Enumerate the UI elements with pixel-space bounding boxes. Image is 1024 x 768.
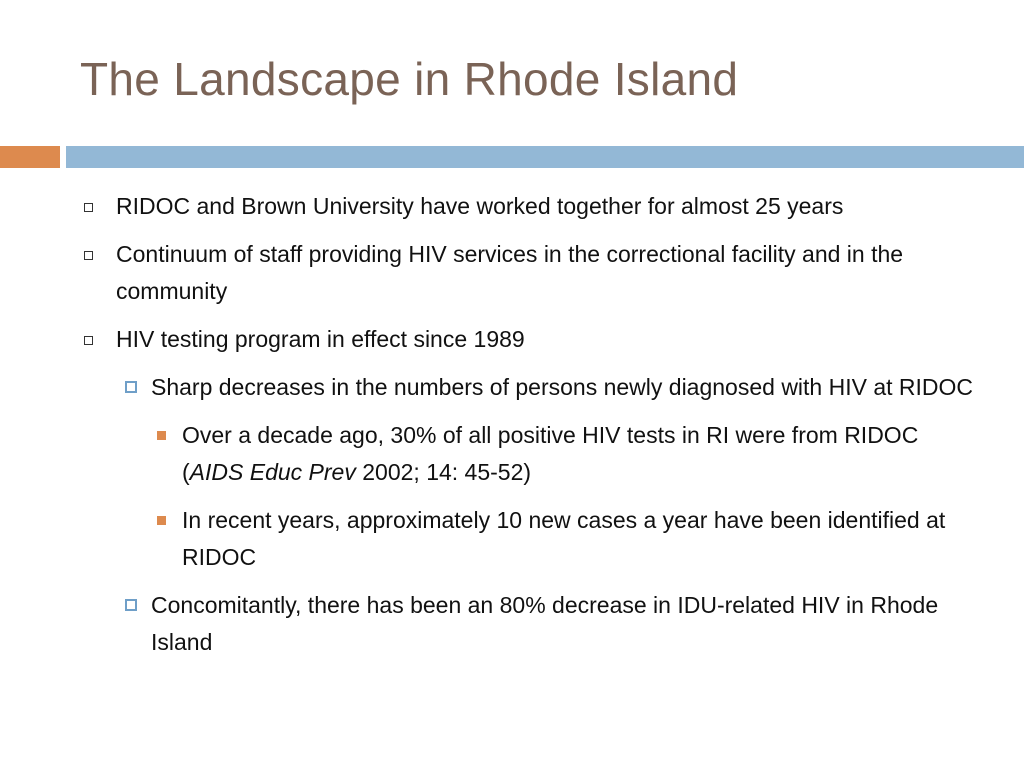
sub-sub-bullet-item — [80, 502, 980, 576]
sub-sub-bullet-item — [80, 417, 980, 491]
blue-square-bullet-icon — [125, 599, 137, 611]
slide-title: The Landscape in Rhode Island — [80, 53, 739, 105]
sub-sub-bullet-text: In recent years, approximately 10 new cases a year have been identified at RIDOC — [182, 507, 946, 570]
hollow-square-bullet-icon — [84, 251, 93, 260]
accent-bar-orange — [0, 146, 60, 168]
blue-square-bullet-icon — [125, 381, 137, 393]
accent-bar-blue — [66, 146, 1024, 168]
hollow-square-bullet-icon — [84, 336, 93, 345]
bullet-item — [80, 321, 980, 358]
sub-bullet-item — [80, 369, 980, 406]
bullet-text: RIDOC and Brown University have worked together for almost 25 years — [116, 193, 844, 219]
orange-square-bullet-icon — [157, 431, 166, 440]
bullet-text: HIV testing program in effect since 1989 — [116, 326, 525, 352]
bullet-item — [80, 236, 980, 310]
sub-sub-bullet-text: Over a decade ago, 30% of all positive HIV tests in RI were from RIDOC — [182, 422, 919, 448]
hollow-square-bullet-icon — [84, 203, 93, 212]
citation-open: ( — [182, 459, 190, 485]
sub-bullet-item — [80, 587, 980, 661]
slide-body — [80, 188, 980, 672]
sub-bullet-text: Sharp decreases in the numbers of persons newly diagnosed with HIV at RIDOC — [151, 374, 974, 400]
orange-square-bullet-icon — [157, 516, 166, 525]
sub-bullet-text: Concomitantly, there has been an 80% decrease in IDU-related HIV in Rhode Island — [151, 592, 939, 655]
citation-journal: AIDS Educ Prev — [189, 459, 356, 485]
bullet-item — [80, 188, 980, 225]
bullet-text: Continuum of staff providing HIV services in the correctional facility and in the community — [116, 241, 904, 304]
citation-ref: 2002; 14: 45-52) — [355, 459, 532, 485]
